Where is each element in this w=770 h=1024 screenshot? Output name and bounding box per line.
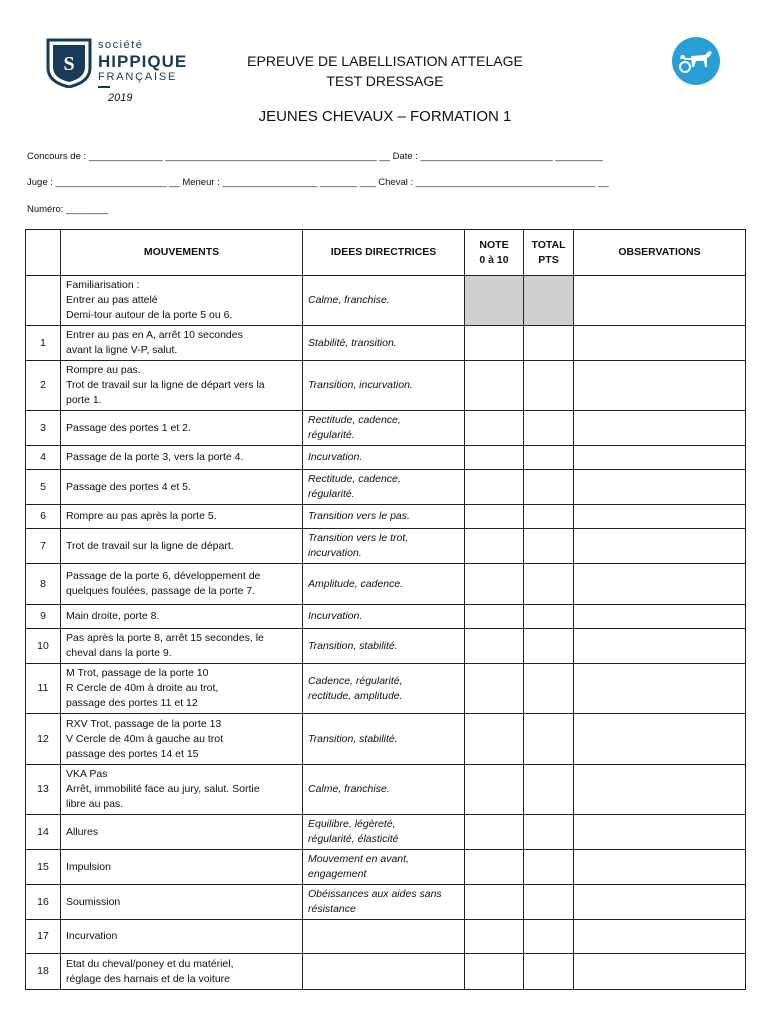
logo-line1: société xyxy=(98,39,144,51)
total-cell[interactable] xyxy=(524,815,574,850)
table-row xyxy=(26,664,746,714)
movement-cell: VKA Pas Arrêt, immobilité face au jury, salut. Sortie libre au pas. xyxy=(61,765,303,815)
logo-line3: FRANÇAISE xyxy=(98,71,178,83)
movement-cell: Passage de la porte 6, développement de quelques foulées, passage de la porte 7. xyxy=(61,564,303,605)
logo-line2: HIPPIQUE xyxy=(98,52,188,71)
document-title: EPREUVE DE LABELLISATION ATTELAGE xyxy=(247,53,523,69)
row-number: 16 xyxy=(26,885,61,920)
row-number: 2 xyxy=(26,361,61,411)
juge-meneur-cheval-line[interactable]: Juge : _____________________ __ Meneur : __________________ _______ ___ Cheval : __________________________________ __ xyxy=(27,177,609,188)
table-row xyxy=(26,529,746,564)
total-cell[interactable] xyxy=(524,714,574,765)
idea-cell: Calme, franchise. xyxy=(303,765,465,815)
total-cell[interactable] xyxy=(524,326,574,361)
observation-cell[interactable] xyxy=(574,326,746,361)
movement-cell: RXV Trot, passage de la porte 13 V Cercle de 40m à gauche au trot passage des portes 14 et 15 xyxy=(61,714,303,765)
svg-text:S: S xyxy=(63,53,75,75)
total-cell[interactable] xyxy=(524,361,574,411)
observation-cell[interactable] xyxy=(574,714,746,765)
idea-cell: Transition, stabilité. xyxy=(303,714,465,765)
observation-cell[interactable] xyxy=(574,850,746,885)
idea-cell: Rectitude, cadence, régularité. xyxy=(303,411,465,446)
row-number: 3 xyxy=(26,411,61,446)
movement-cell: Etat du cheval/poney et du matériel, réglage des harnais et de la voiture xyxy=(61,954,303,990)
idea-cell: Amplitude, cadence. xyxy=(303,564,465,605)
movement-cell: Main droite, porte 8. xyxy=(61,605,303,629)
idea-cell: Transition vers le trot, incurvation. xyxy=(303,529,465,564)
note-cell[interactable] xyxy=(465,815,524,850)
observation-cell[interactable] xyxy=(574,529,746,564)
idea-cell: Stabilité, transition. xyxy=(303,326,465,361)
header-movements: MOUVEMENTS xyxy=(61,230,303,276)
row-number: 11 xyxy=(26,664,61,714)
table-header-row xyxy=(26,230,746,276)
total-cell[interactable] xyxy=(524,470,574,505)
table-row xyxy=(26,850,746,885)
idea-cell: Transition, incurvation. xyxy=(303,361,465,411)
idea-cell: Transition, stabilité. xyxy=(303,629,465,664)
row-number: 17 xyxy=(26,920,61,954)
observation-cell[interactable] xyxy=(574,505,746,529)
total-cell[interactable] xyxy=(524,920,574,954)
table-row xyxy=(26,446,746,470)
table-row xyxy=(26,765,746,815)
table-row xyxy=(26,564,746,605)
note-cell[interactable] xyxy=(465,411,524,446)
note-cell[interactable] xyxy=(465,954,524,990)
observation-cell[interactable] xyxy=(574,605,746,629)
note-cell[interactable] xyxy=(465,470,524,505)
header-num xyxy=(26,230,61,276)
idea-cell xyxy=(303,954,465,990)
observation-cell[interactable] xyxy=(574,411,746,446)
movement-cell: Impulsion xyxy=(61,850,303,885)
row-number: 9 xyxy=(26,605,61,629)
movement-cell: Allures xyxy=(61,815,303,850)
table-row xyxy=(26,361,746,411)
table-row xyxy=(26,714,746,765)
note-cell[interactable] xyxy=(465,850,524,885)
note-cell[interactable] xyxy=(465,361,524,411)
horse-carriage-icon xyxy=(672,37,720,85)
total-cell[interactable] xyxy=(524,446,574,470)
movement-cell: Pas après la porte 8, arrêt 15 secondes, le cheval dans la porte 9. xyxy=(61,629,303,664)
row-number: 5 xyxy=(26,470,61,505)
note-cell[interactable] xyxy=(465,505,524,529)
note-cell[interactable] xyxy=(465,664,524,714)
document-subtitle: JEUNES CHEVAUX – FORMATION 1 xyxy=(258,108,512,125)
document-title-line2: TEST DRESSAGE xyxy=(326,73,444,89)
row-number: 6 xyxy=(26,505,61,529)
movement-cell: Soumission xyxy=(61,885,303,920)
table-row xyxy=(26,954,746,990)
idea-cell: Incurvation. xyxy=(303,446,465,470)
idea-cell: Obéissances aux aides sans résistance xyxy=(303,885,465,920)
row-number: 10 xyxy=(26,629,61,664)
total-cell[interactable] xyxy=(524,629,574,664)
row-number xyxy=(26,276,61,326)
note-cell[interactable] xyxy=(465,920,524,954)
table-row xyxy=(26,276,746,326)
row-number: 13 xyxy=(26,765,61,815)
movement-cell: M Trot, passage de la porte 10 R Cercle de 40m à droite au trot, passage des portes 11 et 12 xyxy=(61,664,303,714)
total-cell[interactable] xyxy=(524,529,574,564)
row-number: 15 xyxy=(26,850,61,885)
observation-cell[interactable] xyxy=(574,664,746,714)
movement-cell: Rompre au pas. Trot de travail sur la ligne de départ vers la porte 1. xyxy=(61,361,303,411)
movement-cell: Passage des portes 1 et 2. xyxy=(61,411,303,446)
movement-cell: Passage des portes 4 et 5. xyxy=(61,470,303,505)
note-cell[interactable] xyxy=(465,529,524,564)
observation-cell[interactable] xyxy=(574,885,746,920)
movement-cell: Passage de la porte 3, vers la porte 4. xyxy=(61,446,303,470)
header-total: TOTAL PTS xyxy=(524,230,574,276)
observation-cell[interactable] xyxy=(574,954,746,990)
idea-cell: Calme, franchise. xyxy=(303,276,465,326)
observation-cell[interactable] xyxy=(574,920,746,954)
idea-cell: Transition vers le pas. xyxy=(303,505,465,529)
observation-cell[interactable] xyxy=(574,564,746,605)
table-row xyxy=(26,505,746,529)
row-number: 4 xyxy=(26,446,61,470)
note-cell[interactable] xyxy=(465,765,524,815)
row-number: 7 xyxy=(26,529,61,564)
idea-cell: Equilibre, légèreté, régularité, élasticité xyxy=(303,815,465,850)
note-cell[interactable] xyxy=(465,326,524,361)
observation-cell[interactable] xyxy=(574,361,746,411)
table-row xyxy=(26,326,746,361)
movement-cell: Rompre au pas après la porte 5. xyxy=(61,505,303,529)
scoring-table xyxy=(25,229,746,990)
observation-cell[interactable] xyxy=(574,815,746,850)
idea-cell xyxy=(303,920,465,954)
table-row xyxy=(26,920,746,954)
row-number: 1 xyxy=(26,326,61,361)
note-cell[interactable] xyxy=(465,446,524,470)
table-row xyxy=(26,411,746,446)
total-cell[interactable] xyxy=(524,276,574,326)
concours-date-line[interactable]: Concours de : ______________ ________________________________________ __ Date : _________________________ _________ xyxy=(27,151,603,162)
table-row xyxy=(26,629,746,664)
header-note: NOTE 0 à 10 xyxy=(465,230,524,276)
note-cell[interactable] xyxy=(465,714,524,765)
shf-logo xyxy=(46,38,196,100)
idea-cell: Mouvement en avant, engagement xyxy=(303,850,465,885)
observation-cell[interactable] xyxy=(574,629,746,664)
total-cell[interactable] xyxy=(524,850,574,885)
header-ideas: IDEES DIRECTRICES xyxy=(303,230,465,276)
note-cell[interactable] xyxy=(465,629,524,664)
row-number: 8 xyxy=(26,564,61,605)
total-cell[interactable] xyxy=(524,664,574,714)
total-cell[interactable] xyxy=(524,411,574,446)
observation-cell[interactable] xyxy=(574,470,746,505)
total-cell[interactable] xyxy=(524,605,574,629)
row-number: 12 xyxy=(26,714,61,765)
table-row xyxy=(26,605,746,629)
idea-cell: Rectitude, cadence, régularité. xyxy=(303,470,465,505)
movement-cell: Familiarisation : Entrer au pas attelé Demi-tour autour de la porte 5 ou 6. xyxy=(61,276,303,326)
movement-cell: Incurvation xyxy=(61,920,303,954)
table-row xyxy=(26,470,746,505)
total-cell[interactable] xyxy=(524,885,574,920)
observation-cell[interactable] xyxy=(574,276,746,326)
total-cell[interactable] xyxy=(524,954,574,990)
total-cell[interactable] xyxy=(524,505,574,529)
header-observations: OBSERVATIONS xyxy=(574,230,746,276)
year-label: 2019 xyxy=(108,92,133,104)
note-cell[interactable] xyxy=(465,605,524,629)
total-cell[interactable] xyxy=(524,564,574,605)
row-number: 18 xyxy=(26,954,61,990)
note-cell[interactable] xyxy=(465,885,524,920)
movement-cell: Entrer au pas en A, arrêt 10 secondes avant la ligne V-P, salut. xyxy=(61,326,303,361)
idea-cell: Cadence, régularité, rectitude, amplitude. xyxy=(303,664,465,714)
idea-cell: Incurvation. xyxy=(303,605,465,629)
row-number: 14 xyxy=(26,815,61,850)
numero-line[interactable]: Numéro: ________ xyxy=(27,204,109,215)
movement-cell: Trot de travail sur la ligne de départ. xyxy=(61,529,303,564)
table-row xyxy=(26,815,746,850)
total-cell[interactable] xyxy=(524,765,574,815)
note-cell[interactable] xyxy=(465,276,524,326)
observation-cell[interactable] xyxy=(574,765,746,815)
table-row xyxy=(26,885,746,920)
observation-cell[interactable] xyxy=(574,446,746,470)
note-cell[interactable] xyxy=(465,564,524,605)
